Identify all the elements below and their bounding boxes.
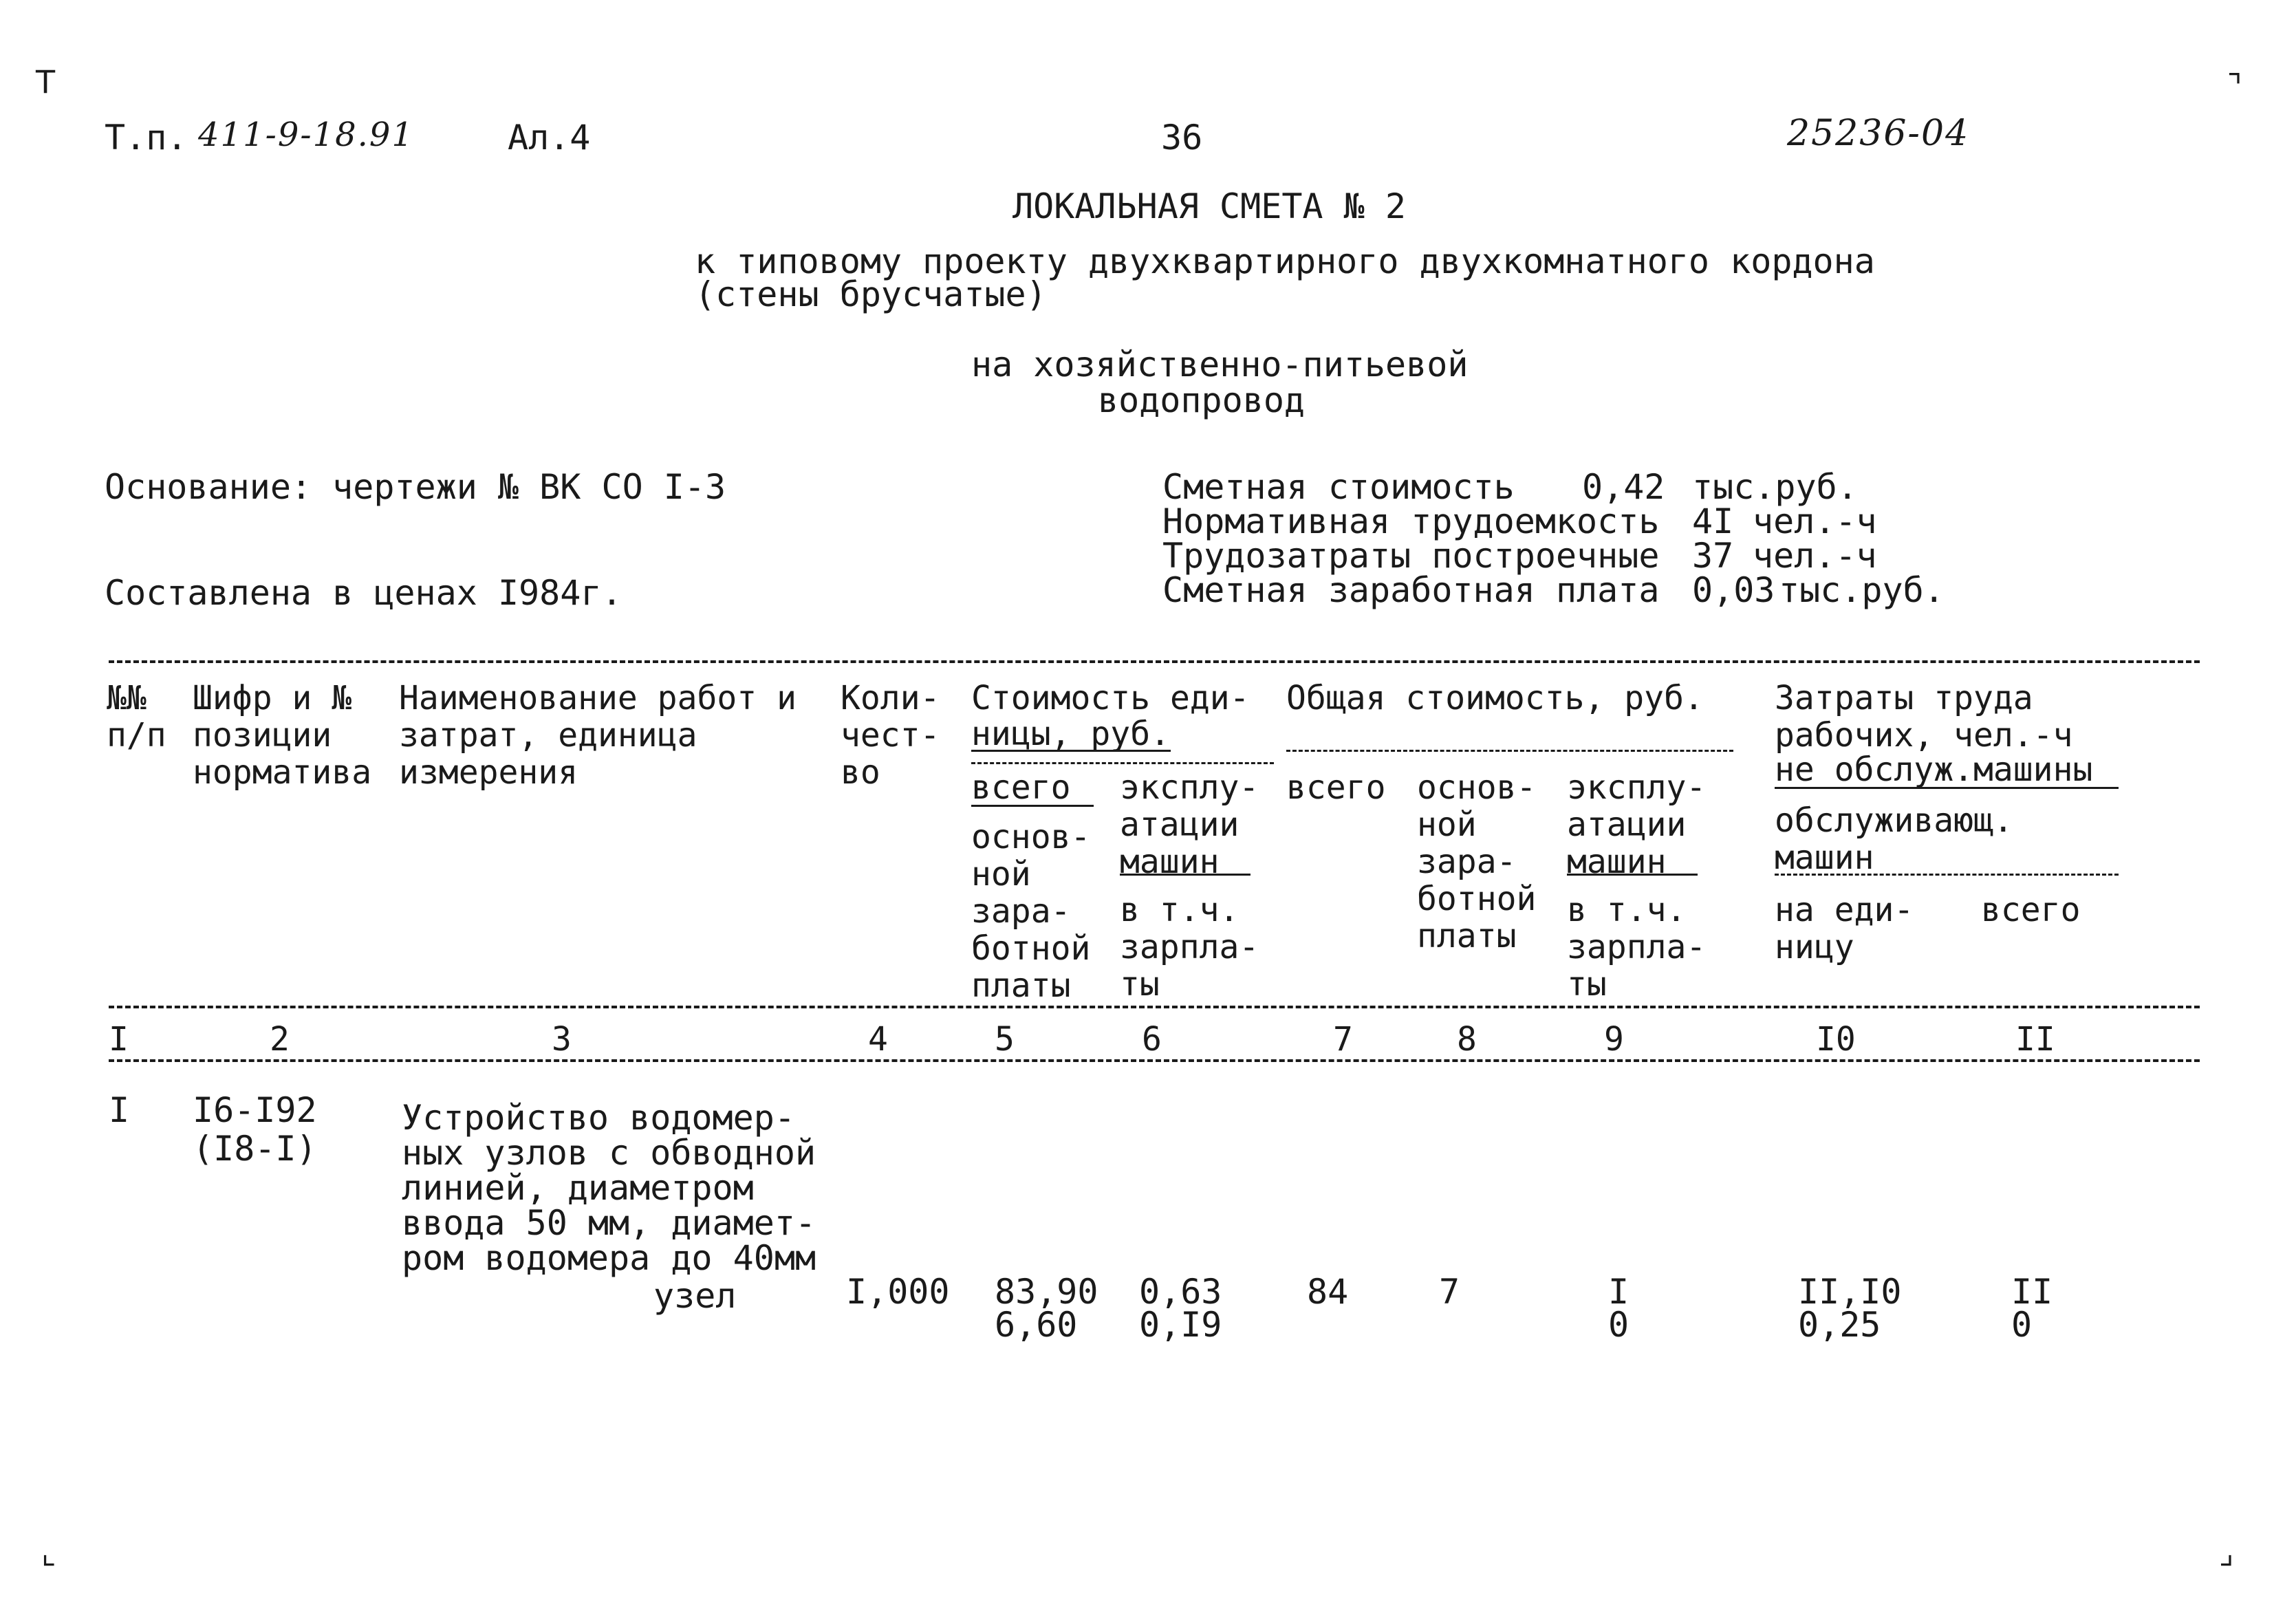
column-number: 8 [1457,1020,1477,1059]
head-c5-bottom: основ- ной зара- ботной платы [971,818,1091,1005]
underline [1567,874,1698,876]
subhead-rule [1775,874,2119,876]
head-c2: Шифр и № позиции норматива [193,679,372,792]
row-c7-total: 84 [1307,1272,1349,1312]
underline [971,750,1171,752]
row-code: I6-I92 (I8-I) [193,1090,317,1169]
prices-text: Составлена в ценах I984г. [105,573,622,613]
column-number: 4 [868,1020,888,1059]
column-number: 2 [270,1020,290,1059]
row-c6-wage: 0,I9 [1139,1305,1222,1345]
summary-unit: тыс.руб. [1779,570,1945,610]
row-c5-wage: 6,60 [995,1305,1078,1345]
head-c4: Коли- чест- во [841,679,940,792]
object-line-1: на хозяйственно-питьевой [971,345,1469,385]
head-c5-top: всего [971,768,1071,807]
column-number: 3 [552,1020,572,1059]
subhead-rule [1286,750,1733,752]
summary-label: Нормативная трудоемкость [1162,501,1660,541]
head-c9-top: эксплу- атации машин [1567,768,1707,881]
column-numbers-rule [109,1059,2200,1062]
column-number: 5 [995,1020,1015,1059]
row-c8-wage: 7 [1439,1272,1460,1312]
row-name: Устройство водомер- ных узлов с обводной линией, диаметром ввода 50 мм, диамет- ром водомера до 40мм [402,1098,816,1278]
summary-label: Сметная стоимость [1162,467,1515,507]
row-unit: узел [653,1276,737,1316]
column-number: 9 [1604,1020,1624,1059]
head-labor-sub2: обслуживающ. машин [1775,801,2013,877]
object-line-2: водопровод [1098,380,1306,420]
row-c6-machine: 0,63 [1139,1272,1222,1312]
head-c10: на еди- ницу [1775,891,1914,966]
underline [971,805,1094,807]
row-c5-total: 83,90 [995,1272,1098,1312]
head-total-title: Общая стоимость, руб. [1286,679,1704,717]
summary-unit: чел.-ч [1753,536,1877,576]
head-labor-title: Затраты труда рабочих, чел.-ч [1775,679,2073,755]
project-line-2: (стены брусчатые) [695,274,1047,314]
subhead-rule [971,762,1274,764]
column-number: 6 [1142,1020,1162,1059]
doc-code: 25236-04 [1787,113,1970,154]
row-number: I [109,1090,130,1130]
album-label: Ал.4 [508,118,591,158]
corner-mark-top-left: ꓔ [36,63,56,100]
row-c11-total: II [2011,1272,2053,1312]
underline [1120,874,1250,876]
row-qty: I,000 [846,1272,950,1312]
column-number: 7 [1333,1020,1353,1059]
corner-mark-top-right: ⌝ [2227,67,2242,105]
summary-unit: тыс.руб. [1692,467,1858,507]
column-number: II [2015,1020,2055,1059]
project-line-1: к типовому проекту двухквартирного двухкомнатного кордона [695,241,1875,281]
summary-label: Трудозатраты построечные [1162,536,1660,576]
row-c10-service: 0,25 [1798,1305,1881,1345]
table-top-rule [109,660,2200,663]
header-bottom-rule [109,1006,2200,1008]
head-c6-top: эксплу- атации машин [1120,768,1259,881]
summary-value: 37 [1692,536,1734,576]
basis-text: Основание: чертежи № ВК СО I-3 [105,467,726,507]
estimate-title: ЛОКАЛЬНАЯ СМЕТА № 2 [1013,186,1406,226]
column-number: I0 [1816,1020,1856,1059]
page-number: 36 [1161,118,1203,158]
corner-mark-bottom-right: ⌟ [2219,1534,2234,1571]
tp-number: 411-9-18.91 [198,116,415,154]
head-c1: №№ п/п [107,679,166,755]
summary-value: 0,42 [1582,467,1665,507]
underline [1775,787,2119,789]
head-c9-bottom: в т.ч. зарпла- ты [1567,891,1707,1004]
column-number: I [109,1020,129,1059]
head-unit-cost-title-2: ницы, руб. [971,715,1170,753]
tp-label: Т.п. [105,118,188,158]
head-c7: всего [1286,768,1386,807]
head-unit-cost-title: Стоимость еди- [971,679,1250,717]
head-c8: основ- ной зара- ботной платы [1417,768,1537,955]
corner-mark-bottom-left: ⌞ [41,1534,56,1571]
head-c6-bottom: в т.ч. зарпла- ты [1120,891,1259,1004]
summary-value: 4I [1692,501,1734,541]
summary-value: 0,03 [1692,570,1775,610]
row-c9-machine: I [1608,1272,1629,1312]
summary-unit: чел.-ч [1753,501,1877,541]
row-c10-unit: II,I0 [1798,1272,1902,1312]
head-labor-sub1: не обслуж.машины [1775,750,2093,789]
summary-label: Сметная заработная плата [1162,570,1660,610]
row-c9-wage: 0 [1608,1305,1629,1345]
head-c3: Наименование работ и затрат, единица измерения [399,679,797,792]
head-c11: всего [1981,891,2081,929]
row-c11-service: 0 [2011,1305,2033,1345]
